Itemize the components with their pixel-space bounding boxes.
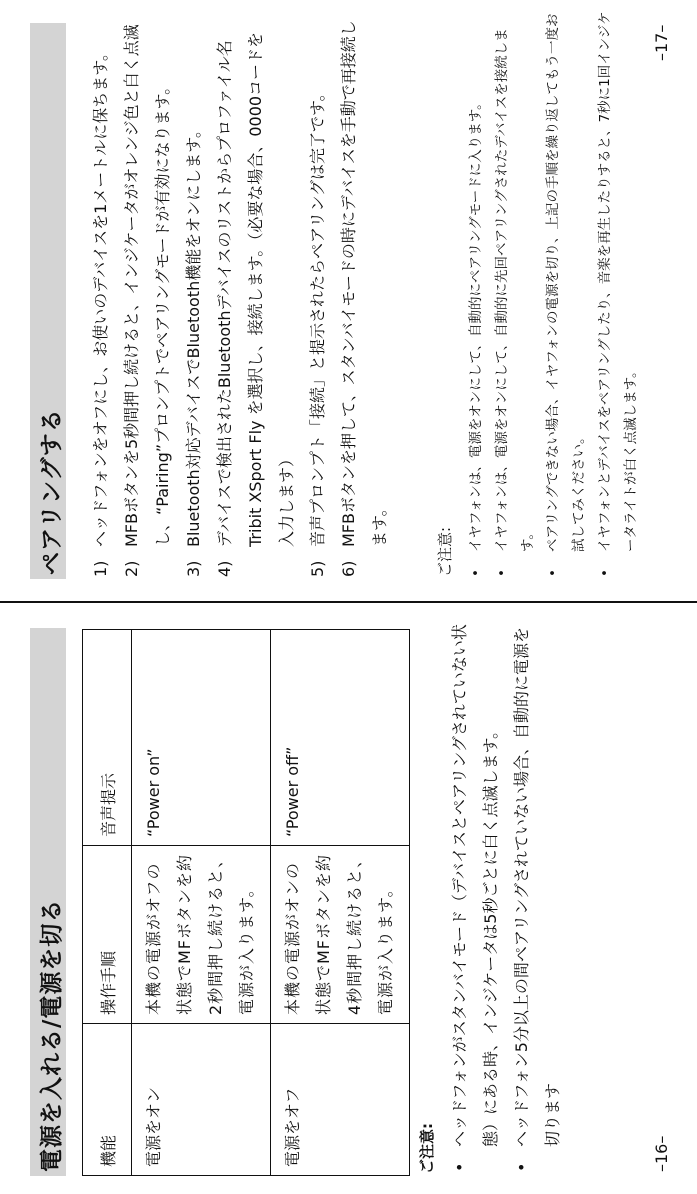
page-16 xyxy=(0,604,697,1194)
cell-voice: “Power on” xyxy=(132,630,271,846)
step-number: 5) xyxy=(308,560,327,577)
bullet-icon: • xyxy=(493,569,510,577)
section-title-bar xyxy=(30,628,66,1176)
power-function-table xyxy=(82,629,410,1176)
cell-procedure: 本機の電源がオンの状態でMFボタンを約4秒間押し続けると、電源が入ります。 xyxy=(271,846,410,1024)
section-title-bar xyxy=(30,23,66,579)
section-title: 電源を入れる/電源を切る xyxy=(39,898,65,1172)
header-procedure: 操作手順 xyxy=(83,846,132,1024)
list-item xyxy=(85,17,116,577)
cell-procedure: 本機の電源がオフの状態でMFボタンを約2秒間押し続けると、電源が入ります。 xyxy=(132,846,271,1024)
list-item xyxy=(464,11,490,579)
step-number: 1) xyxy=(91,560,110,577)
table-row xyxy=(132,630,271,1176)
list-item xyxy=(302,17,333,577)
step-number: 4) xyxy=(215,560,234,577)
list-item xyxy=(333,17,395,577)
cell-function: 電源をオン xyxy=(132,1024,271,1176)
step-text: 音声プロンプト「接続」と提示されたらペアリングは完了です。 xyxy=(308,85,327,547)
cell-voice: “Power off” xyxy=(271,630,410,846)
note-text: イヤフォンとデバイスをペアリングしたり、音楽を再生したりすると、7秒に1回インジケータライトが白く点滅します。 xyxy=(596,11,639,552)
page-divider xyxy=(0,601,697,603)
bullet-icon: • xyxy=(512,1162,531,1172)
list-item xyxy=(444,614,506,1174)
section-title: ペアリングする xyxy=(39,408,65,575)
bullet-icon: • xyxy=(468,569,484,577)
page-number: –16– xyxy=(652,1135,671,1172)
page-number: –17– xyxy=(652,24,671,61)
list-item xyxy=(490,11,542,579)
step-text: Bluetooth対応デバイスでBluetooth機能をオンにします。 xyxy=(184,122,203,547)
list-item xyxy=(209,17,302,577)
list-item xyxy=(178,17,209,577)
notes-list xyxy=(444,614,568,1174)
note-text: ペアリングできない場合、イヤフォンの電源を切り、上記の手順を繰り返してもう一度お試してみください。 xyxy=(545,13,588,552)
list-item xyxy=(506,614,568,1174)
pairing-steps xyxy=(85,17,395,577)
notes-title: ご注意: xyxy=(418,1123,436,1174)
step-number: 6) xyxy=(339,560,358,577)
note-text: ヘッドフォン5分以上の間ペアリングされていない場合、自動的に電源を切ります xyxy=(512,627,562,1147)
list-item xyxy=(116,17,178,577)
step-text: MFBボタンを押して、スタンバイモードの時にデバイスを手動で再接続します。 xyxy=(339,20,389,547)
table-header-row xyxy=(83,630,132,1176)
step-number: 2) xyxy=(122,560,141,577)
list-item xyxy=(593,11,645,579)
cell-function: 電源をオフ xyxy=(271,1024,410,1176)
step-text: デバイスで検出されたBluetoothデバイスのリストからプロファイル名 Tribit XSport Fly を選択し、接続します。（必要な場合、0000コードを入力します） xyxy=(215,31,296,547)
bullet-icon: • xyxy=(450,1162,469,1172)
note-text: イヤフォンは、電源をオンにして、自動的に先回ペアリングされたデバイスを接続します。 xyxy=(493,28,536,552)
notes-list xyxy=(464,11,645,579)
step-text: ヘッドフォンをオフにし、お使いのデバイスを1メートルに保ちます。 xyxy=(91,44,110,547)
step-text: MFBボタンを5秒間押し続けると、インジケータがオレンジ色と白く点滅し、“Pairing”プロンプトでペアリングモードが有効になります。 xyxy=(122,24,172,547)
header-function: 機能 xyxy=(83,1024,132,1176)
table-row xyxy=(271,630,410,1176)
step-number: 3) xyxy=(184,560,203,577)
bullet-icon: • xyxy=(545,569,562,577)
note-text: ヘッドフォンがスタンバイモード（デバイスとペアリングされていない状態）にある時、インジケータは5秒ごとに白く点滅します。 xyxy=(450,624,500,1147)
bullet-icon: • xyxy=(596,569,613,577)
notes-title: ご注意: xyxy=(436,526,454,577)
list-item xyxy=(541,11,593,579)
note-text: イヤフォンは、電源をオンにして、自動的にペアリングモードに入ります。 xyxy=(468,96,484,552)
header-voice-prompt: 音声提示 xyxy=(83,630,132,846)
